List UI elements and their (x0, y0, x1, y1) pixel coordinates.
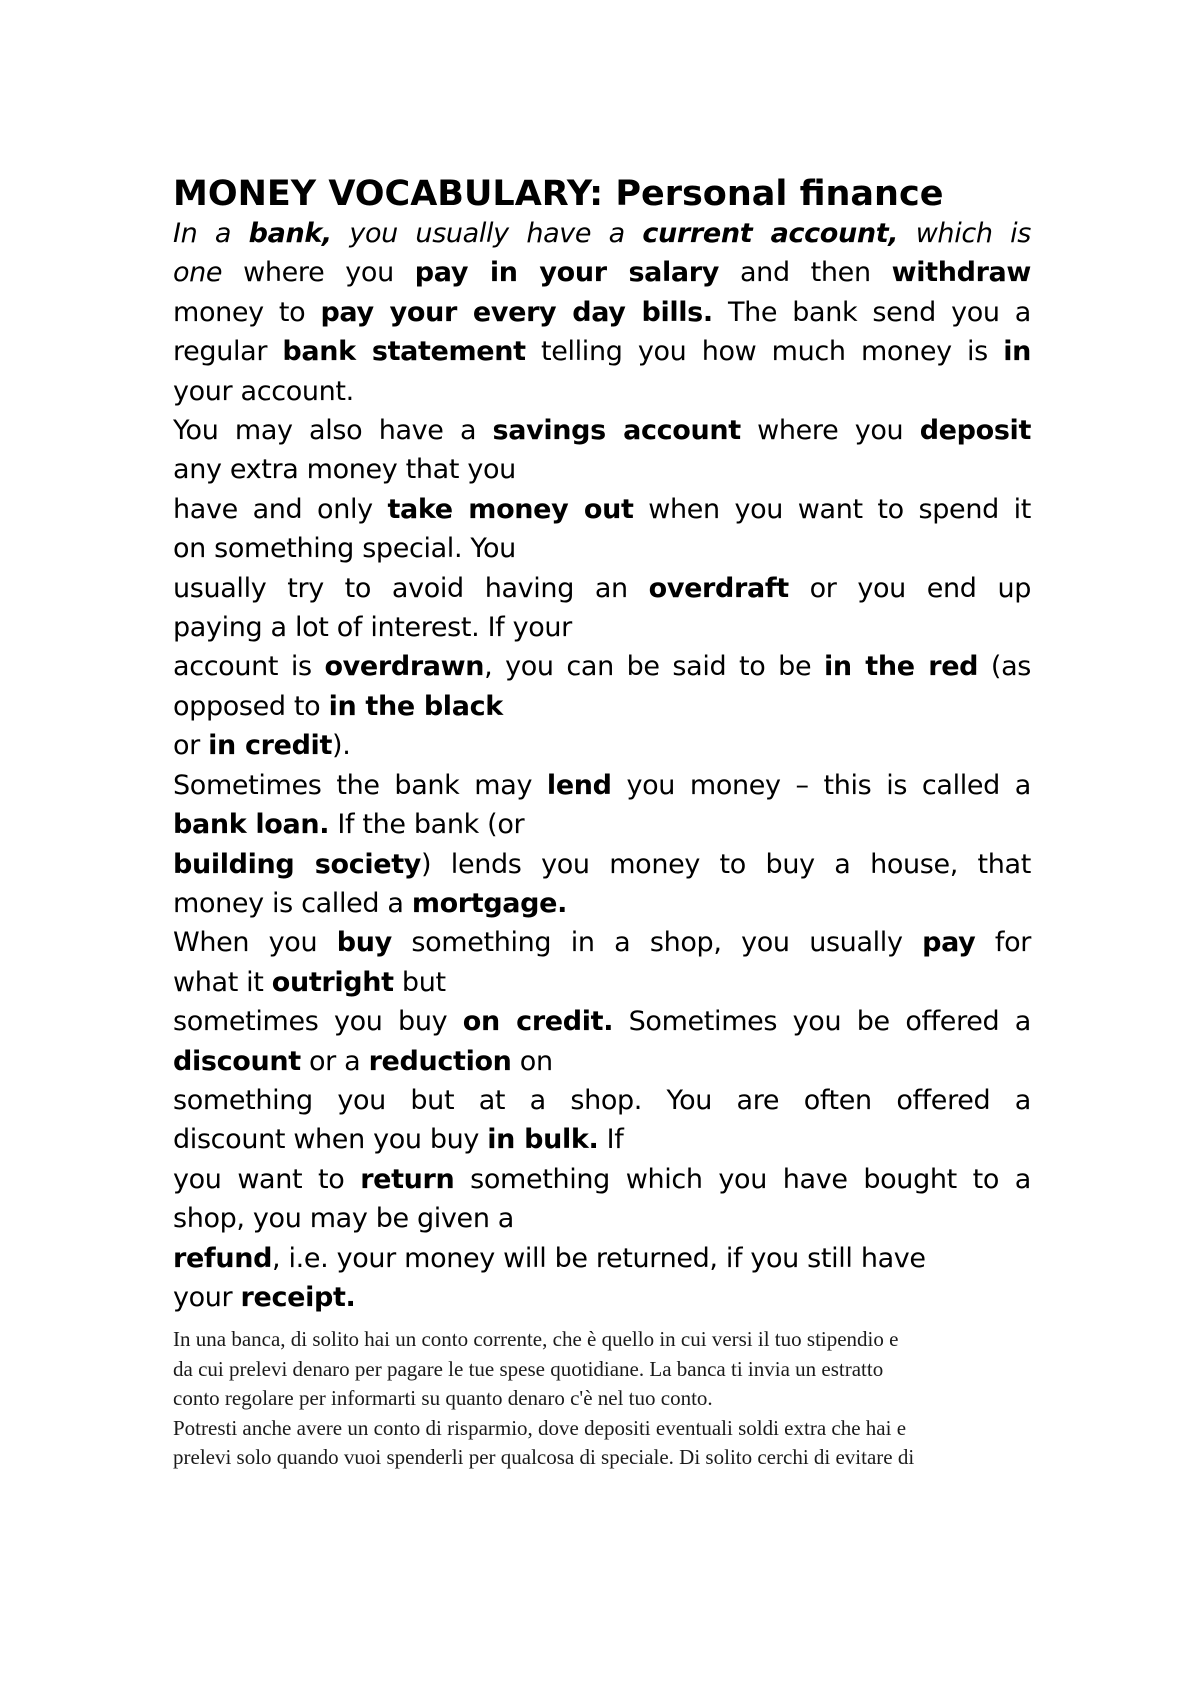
text-segment: have and only (173, 493, 388, 525)
text-segment: telling you how much money is (525, 336, 1004, 368)
vocabulary-term: bank loan. (173, 809, 330, 841)
text-segment: when you want to spend it (633, 493, 1031, 525)
vocabulary-term: deposit (919, 415, 1032, 447)
english-line (173, 1002, 1031, 1041)
text-segment: Sometimes you be offered a (613, 1006, 1031, 1038)
vocabulary-term: savings account (492, 415, 741, 447)
text-segment: something in a shop, you usually (391, 927, 923, 959)
text-segment: where you (740, 415, 920, 447)
vocabulary-term: pay your every day bills. (320, 296, 713, 328)
english-line (173, 687, 1031, 726)
vocabulary-term: discount (173, 1045, 301, 1077)
text-segment: shop, you may be given a (173, 1203, 515, 1235)
text-segment: ). (332, 730, 351, 762)
text-segment: and then (719, 257, 892, 289)
text-segment: one (173, 257, 223, 289)
text-segment: what it (173, 966, 272, 998)
text-segment: ) lends you money to buy a house, that (421, 848, 1031, 880)
vocabulary-term: overdraft (648, 572, 789, 604)
text-segment: your account. (173, 375, 354, 407)
text-segment: usually try to avoid having an (173, 572, 649, 604)
vocabulary-term: current account, (642, 218, 899, 249)
text-segment: When you (173, 927, 337, 959)
english-line (173, 845, 1031, 884)
page-title: MONEY VOCABULARY: Personal finance (173, 174, 944, 214)
text-segment: any extra money that you (173, 454, 516, 486)
english-line (173, 1199, 1031, 1238)
text-segment: which is (898, 218, 1031, 249)
text-segment: Sometimes the bank may (173, 769, 547, 801)
vocabulary-term: bank, (248, 218, 332, 249)
text-segment: paying a lot of interest. If your (173, 612, 572, 644)
english-line (173, 569, 1031, 608)
vocabulary-term: overdrawn (324, 651, 485, 683)
vocabulary-term: take money out (387, 493, 634, 525)
italian-translation (173, 1325, 1031, 1473)
text-segment: In a (173, 218, 249, 249)
text-segment: account is (173, 651, 325, 683)
vocabulary-term: in the black (328, 690, 503, 722)
text-segment: where you (222, 257, 415, 289)
english-line (173, 805, 1031, 844)
english-line (173, 253, 1031, 292)
vocabulary-term: refund (173, 1242, 273, 1274)
text-segment: money to (173, 296, 321, 328)
text-segment: on (511, 1045, 553, 1077)
vocabulary-term: pay in your salary (414, 257, 720, 289)
english-line (173, 411, 1031, 450)
vocabulary-term: buy (336, 927, 392, 959)
text-segment: for (975, 927, 1031, 959)
text-segment: , i.e. your money will be returned, if you still have (272, 1242, 926, 1274)
vocabulary-term: mortgage. (411, 887, 568, 919)
text-segment: money is called a (173, 887, 412, 919)
text-segment: but (393, 966, 446, 998)
vocabulary-term: building society (173, 848, 422, 880)
text-segment: , you can be said to be (484, 651, 824, 683)
text-segment: you want to (173, 1163, 361, 1195)
english-line (173, 647, 1031, 686)
vocabulary-term: reduction (368, 1045, 512, 1077)
english-line (173, 1042, 1031, 1081)
english-line (173, 293, 1031, 332)
text-segment: you money – this is called a (611, 769, 1031, 801)
english-line (173, 923, 1031, 962)
vocabulary-term: in bulk. (487, 1124, 599, 1156)
vocabulary-term: withdraw (891, 257, 1032, 289)
vocabulary-term: return (360, 1163, 455, 1195)
italian-line: In una banca, di solito hai un conto corrente, che è quello in cui versi il tuo stipendio e (173, 1327, 899, 1352)
vocabulary-term: in the red (823, 651, 979, 683)
vocabulary-term: receipt. (240, 1281, 356, 1313)
text-segment: The bank send you a (712, 296, 1031, 328)
italian-line: prelevi solo quando vuoi spenderli per qualcosa di speciale. Di solito cerchi di evitare di (173, 1445, 915, 1470)
english-line (173, 450, 1031, 489)
english-line (173, 1081, 1031, 1120)
text-segment: If the bank (or (329, 809, 525, 841)
text-segment: or (173, 730, 209, 762)
text-segment: you usually have a (331, 218, 643, 249)
english-line (173, 1239, 1031, 1278)
italian-line: conto regolare per informarti su quanto denaro c'è nel tuo conto. (173, 1386, 713, 1411)
english-paragraph (173, 214, 1031, 1317)
english-line (173, 1120, 1031, 1159)
vocabulary-term: on credit. (462, 1006, 614, 1038)
text-segment: opposed to (173, 690, 329, 722)
text-segment: on something special. You (173, 533, 516, 565)
english-line (173, 214, 1031, 253)
italian-line: Potresti anche avere un conto di risparmio, dove depositi eventuali soldi extra che hai e (173, 1415, 907, 1440)
english-line (173, 1160, 1031, 1199)
text-segment: your (173, 1281, 241, 1313)
text-segment: something you but at a shop. You are often offered a (173, 1084, 1031, 1116)
english-line (173, 884, 1031, 923)
text-segment: If (598, 1124, 624, 1156)
english-line (173, 490, 1031, 529)
english-line (173, 332, 1031, 371)
text-segment: regular (173, 336, 283, 368)
italian-line: da cui prelevi denaro per pagare le tue spese quotidiane. La banca ti invia un estratto (173, 1356, 884, 1381)
vocabulary-term: outright (271, 966, 394, 998)
english-line (173, 726, 1031, 765)
english-line (173, 766, 1031, 805)
english-line (173, 963, 1031, 1002)
text-segment: You may also have a (173, 415, 493, 447)
vocabulary-term: bank statement (282, 336, 526, 368)
text-segment: sometimes you buy (173, 1006, 463, 1038)
english-line (173, 608, 1031, 647)
vocabulary-term: pay (922, 927, 976, 959)
vocabulary-term: lend (546, 769, 612, 801)
english-line (173, 372, 1031, 411)
text-segment: (as (978, 651, 1032, 683)
text-segment: discount when you buy (173, 1124, 488, 1156)
vocabulary-term: in credit (208, 730, 333, 762)
english-line (173, 1278, 1031, 1317)
document-content (173, 172, 1031, 1473)
vocabulary-term: in (1003, 336, 1031, 368)
text-segment: something which you have bought to a (454, 1163, 1031, 1195)
text-segment: or you end up (788, 572, 1031, 604)
english-line (173, 529, 1031, 568)
text-segment: or a (300, 1045, 369, 1077)
